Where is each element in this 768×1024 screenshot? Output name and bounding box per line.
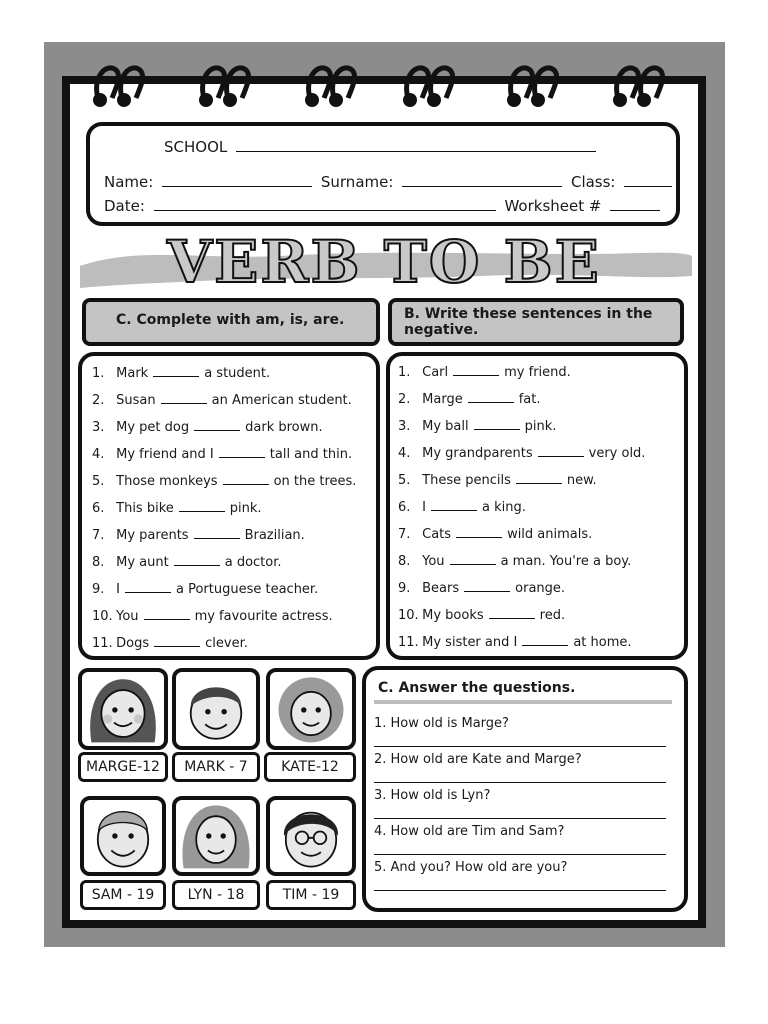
answer-blank[interactable]	[161, 392, 207, 404]
answer-blank[interactable]	[179, 500, 225, 512]
item-predicate: fat.	[518, 392, 541, 407]
exercise-item	[92, 500, 262, 516]
answer-line[interactable]	[374, 890, 666, 891]
item-predicate: my friend.	[504, 365, 571, 380]
question-item: 1. How old is Marge?	[374, 716, 509, 731]
item-predicate: dark brown.	[245, 420, 323, 435]
item-subject: Those monkeys	[116, 474, 218, 489]
exercise-item	[398, 634, 632, 650]
answer-blank[interactable]	[522, 634, 568, 646]
item-predicate: a student.	[204, 366, 271, 381]
spiral-ring-icon	[500, 58, 564, 110]
item-number: 4.	[92, 447, 105, 462]
question-item: 4. How old are Tim and Sam?	[374, 824, 565, 839]
item-subject: My parents	[116, 528, 189, 543]
exercise-item	[92, 554, 282, 570]
item-subject: My sister and I	[422, 635, 518, 650]
exercise-item	[92, 581, 318, 597]
school-label: SCHOOL	[164, 138, 228, 156]
item-predicate: wild animals.	[507, 527, 593, 542]
spiral-ring-icon	[192, 58, 256, 110]
question-item: 3. How old is Lyn?	[374, 788, 491, 803]
school-field[interactable]	[236, 138, 596, 152]
answer-blank[interactable]	[431, 499, 477, 511]
item-number: 6.	[398, 500, 411, 515]
exercise-item	[398, 391, 540, 407]
item-number: 1.	[92, 366, 105, 381]
worksheet-field[interactable]	[610, 197, 660, 211]
name-tag-kate: KATE-12	[264, 752, 356, 782]
item-subject: My books	[422, 608, 484, 623]
exercise-item	[92, 635, 248, 651]
name-tag-tim: TIM - 19	[266, 880, 356, 910]
class-field[interactable]	[624, 173, 672, 187]
boy-face-icon	[84, 800, 162, 872]
exercise-item	[92, 392, 352, 408]
exercise-item	[92, 446, 352, 462]
item-subject: Bears	[422, 581, 460, 596]
answer-blank[interactable]	[144, 608, 190, 620]
exercise-item	[398, 418, 556, 434]
item-subject: Dogs	[116, 636, 150, 651]
exercise-item	[398, 607, 565, 623]
item-subject: You	[422, 554, 445, 569]
answer-blank[interactable]	[464, 580, 510, 592]
exercise-item	[92, 419, 323, 435]
worksheet-title: VERB TO BE	[167, 228, 601, 296]
item-subject: Mark	[116, 366, 149, 381]
answer-blank[interactable]	[474, 418, 520, 430]
answer-blank[interactable]	[489, 607, 535, 619]
date-field[interactable]	[154, 197, 496, 211]
exercise-item	[398, 553, 631, 569]
item-subject: My ball	[422, 419, 469, 434]
item-predicate: pink.	[524, 419, 557, 434]
item-number: 4.	[398, 446, 411, 461]
item-subject: Cats	[422, 527, 452, 542]
exercise-item	[398, 499, 526, 515]
answer-line[interactable]	[374, 818, 666, 819]
item-number: 2.	[398, 392, 411, 407]
item-predicate: new.	[566, 473, 597, 488]
surname-label: Surname:	[320, 173, 394, 191]
item-subject: I	[116, 582, 120, 597]
item-predicate: Brazilian.	[244, 528, 305, 543]
spiral-ring-icon	[298, 58, 362, 110]
name-label: Name:	[104, 173, 154, 191]
question-item: 5. And you? How old are you?	[374, 860, 568, 875]
name-row	[104, 173, 676, 191]
date-row	[104, 197, 664, 215]
exercise-item	[398, 526, 592, 542]
answer-blank[interactable]	[450, 553, 496, 565]
name-tag-mark: MARK - 7	[172, 752, 260, 782]
item-predicate: a Portuguese teacher.	[175, 582, 319, 597]
answer-blank[interactable]	[153, 365, 199, 377]
answer-blank[interactable]	[456, 526, 502, 538]
item-number: 10.	[92, 609, 113, 624]
item-number: 8.	[398, 554, 411, 569]
item-subject: Marge	[422, 392, 463, 407]
answer-line[interactable]	[374, 782, 666, 783]
item-number: 11.	[92, 636, 113, 651]
section-c-heading: C. Complete with am, is, are.	[82, 298, 380, 346]
answer-blank[interactable]	[154, 635, 200, 647]
lyn-portrait	[172, 796, 260, 876]
name-tag-marge: MARGE-12	[78, 752, 168, 782]
item-predicate: a doctor.	[224, 555, 282, 570]
item-predicate: very old.	[588, 446, 646, 461]
worksheet-label: Worksheet #	[504, 197, 602, 215]
answer-blank[interactable]	[125, 581, 171, 593]
item-subject: Carl	[422, 365, 449, 380]
item-predicate: at home.	[573, 635, 632, 650]
questions-rule	[374, 700, 672, 704]
item-subject: My grandparents	[422, 446, 533, 461]
boy-face-icon	[176, 672, 256, 746]
item-number: 3.	[398, 419, 411, 434]
item-number: 5.	[398, 473, 411, 488]
answer-blank[interactable]	[194, 419, 240, 431]
item-number: 7.	[92, 528, 105, 543]
answer-blank[interactable]	[538, 445, 584, 457]
date-label: Date:	[104, 197, 145, 215]
tim-portrait	[266, 796, 356, 876]
item-subject: My friend and I	[116, 447, 214, 462]
item-number: 5.	[92, 474, 105, 489]
answer-blank[interactable]	[468, 391, 514, 403]
spiral-ring-icon	[606, 58, 670, 110]
girl-face-icon	[82, 672, 164, 746]
surname-field[interactable]	[402, 173, 562, 187]
item-predicate: tall and thin.	[269, 447, 353, 462]
question-item: 2. How old are Kate and Marge?	[374, 752, 582, 767]
answer-line[interactable]	[374, 854, 666, 855]
item-predicate: clever.	[205, 636, 248, 651]
item-predicate: pink.	[229, 501, 262, 516]
answer-blank[interactable]	[194, 527, 240, 539]
answer-blank[interactable]	[219, 446, 265, 458]
sam-portrait	[80, 796, 166, 876]
item-number: 2.	[92, 393, 105, 408]
class-label: Class:	[570, 173, 616, 191]
spiral-ring-icon	[396, 58, 460, 110]
item-predicate: on the trees.	[273, 474, 357, 489]
item-predicate: a man. You're a boy.	[500, 554, 632, 569]
answer-blank[interactable]	[174, 554, 220, 566]
name-tag-lyn: LYN - 18	[172, 880, 260, 910]
spiral-ring-icon	[86, 58, 150, 110]
item-number: 3.	[92, 420, 105, 435]
exercise-item	[92, 365, 270, 381]
item-subject: I	[422, 500, 426, 515]
item-predicate: my favourite actress.	[194, 609, 333, 624]
name-tag-sam: SAM - 19	[80, 880, 166, 910]
answer-blank[interactable]	[453, 364, 499, 376]
exercise-item	[398, 580, 565, 596]
mark-portrait	[172, 668, 260, 750]
item-number: 9.	[92, 582, 105, 597]
questions-heading: C. Answer the questions.	[378, 680, 576, 696]
item-predicate: red.	[539, 608, 566, 623]
item-number: 6.	[92, 501, 105, 516]
item-predicate: a king.	[481, 500, 526, 515]
exercise-item	[92, 608, 333, 624]
item-number: 11.	[398, 635, 419, 650]
item-predicate: an American student.	[211, 393, 352, 408]
item-subject: You	[116, 609, 139, 624]
exercise-item	[92, 473, 356, 489]
answer-blank[interactable]	[223, 473, 269, 485]
boy-glasses-face-icon	[270, 800, 352, 872]
girl-face-icon	[176, 800, 256, 872]
item-subject: These pencils	[422, 473, 511, 488]
item-number: 10.	[398, 608, 419, 623]
exercise-item	[398, 364, 571, 380]
answer-blank[interactable]	[516, 472, 562, 484]
item-subject: My pet dog	[116, 420, 190, 435]
exercise-item	[398, 445, 645, 461]
item-subject: Susan	[116, 393, 156, 408]
item-subject: This bike	[116, 501, 174, 516]
school-row	[164, 138, 600, 156]
curly-girl-face-icon	[270, 672, 352, 746]
item-predicate: orange.	[515, 581, 566, 596]
item-number: 1.	[398, 365, 411, 380]
section-b-heading: B. Write these sentences in the negative.	[388, 298, 684, 346]
name-field[interactable]	[162, 173, 312, 187]
exercise-item	[92, 527, 305, 543]
item-subject: My aunt	[116, 555, 169, 570]
kate-portrait	[266, 668, 356, 750]
item-number: 8.	[92, 555, 105, 570]
answer-line[interactable]	[374, 746, 666, 747]
item-number: 9.	[398, 581, 411, 596]
marge-portrait	[78, 668, 168, 750]
exercise-item	[398, 472, 597, 488]
item-number: 7.	[398, 527, 411, 542]
